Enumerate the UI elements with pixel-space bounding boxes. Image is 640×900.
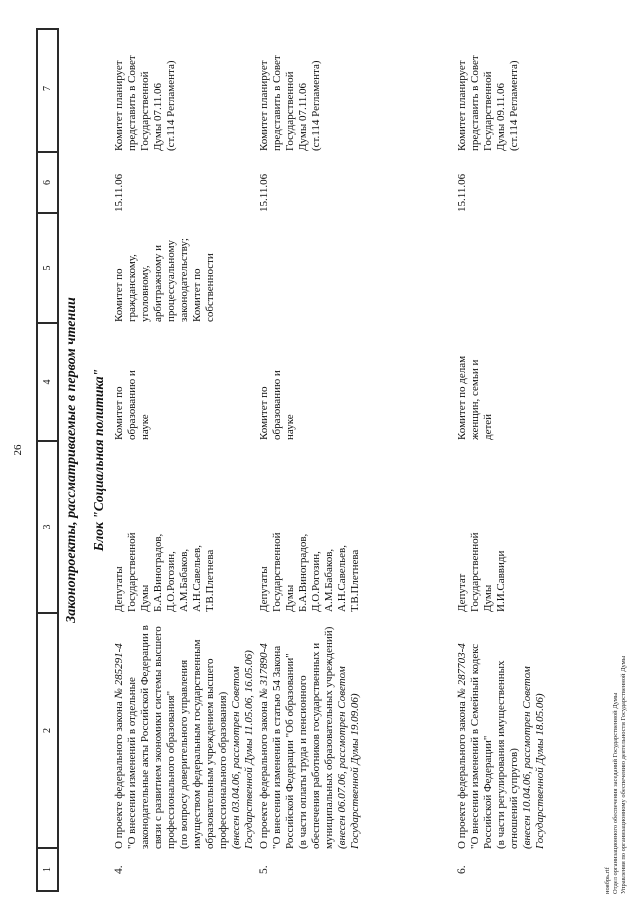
committee-plan-cell (113, 28, 258, 153)
responsible-committee-cell (456, 324, 640, 442)
column-number-cell: 2 (38, 612, 57, 847)
text-line: законодательству; (178, 238, 190, 322)
text-line: женщин, семьи и (469, 359, 481, 440)
column-number-cell: 1 (38, 847, 57, 890)
text-line: Б.А.Виноградов, (152, 533, 164, 612)
text-line: представить в Совет (271, 55, 283, 151)
co-committees-cell (258, 214, 456, 324)
text-line: Думы (284, 584, 296, 612)
text-line: Государственной (126, 532, 138, 612)
text-line: А.Н.Савельев, (336, 545, 348, 612)
co-committees-cell (456, 214, 640, 324)
text-line: Государственной (284, 71, 296, 151)
text-line: Государственной (482, 71, 494, 151)
text-line: Депутаты (113, 566, 125, 612)
text-line: науке (284, 414, 296, 440)
text-line: А.Н.Савельев, (191, 545, 203, 612)
text-line: Д.О.Рогозин, (310, 551, 322, 612)
text-line: Д.О.Рогозин, (165, 551, 177, 612)
column-number-cell: 6 (38, 151, 57, 212)
text-line: (ст.114 Регламента) (508, 60, 520, 151)
column-number-cell: 3 (38, 440, 57, 612)
bill-first-line (113, 620, 126, 849)
committee-plan-cell (456, 28, 640, 153)
date-cell: 15.11.06 (258, 173, 270, 212)
initiators-cell (113, 442, 258, 614)
page-number: 26 (12, 444, 24, 456)
text-line: профессионального образования" (165, 690, 177, 849)
text-line: Комитет по делам (456, 355, 468, 440)
text-line: собственности (204, 253, 216, 322)
text-line: Депутат (456, 573, 468, 612)
bill-title-lines (469, 620, 521, 849)
bill-intro: О проекте федерального закона (258, 698, 270, 849)
text-line: (ст.114 Регламента) (310, 60, 322, 151)
text-line: процессуальному (165, 239, 177, 322)
footer-filename: ноябрь.rtf (604, 867, 611, 894)
text-line: Государственной Думы 11.05.06, 16.05.06) (243, 650, 255, 849)
text-line: (по вопросу доверительного управления (178, 659, 190, 849)
text-line: Комитет планирует (113, 60, 125, 151)
column-number-cell: 4 (38, 322, 57, 440)
bill-first-line (456, 620, 469, 849)
document-footer (604, 656, 628, 894)
bill-number: № 317890-4 (258, 643, 270, 699)
date-cell: 15.11.06 (113, 173, 125, 212)
row-number: 4. (113, 865, 125, 874)
text-line: (внесен 06.07.06, рассмотрен Советом (336, 666, 348, 849)
committee-plan-cell (258, 28, 456, 153)
text-line: Комитет по (258, 386, 270, 440)
text-line: "О внесении изменений в статью 54 Закона (271, 645, 283, 849)
table-row (113, 28, 258, 892)
text-line: представить в Совет (469, 55, 481, 151)
text-line: Российской Федерации" (482, 735, 494, 849)
text-line: Государственной Думы 18.05.06) (534, 693, 546, 849)
row-number: 5. (258, 865, 270, 874)
text-line: А.М.Бабаков, (178, 548, 190, 612)
text-line: Думы (482, 584, 494, 612)
table-row (258, 28, 456, 892)
bill-title-lines (126, 620, 230, 849)
text-line: муниципальных образовательных учреждений) (323, 626, 335, 849)
text-line: детей (482, 413, 494, 440)
text-line: Думы (139, 584, 151, 612)
text-line: Комитет по (191, 268, 203, 322)
text-line: (в части оплаты труда и пенсионного (297, 675, 309, 849)
text-line: Думы 09.11.06 (495, 82, 507, 151)
footer-department-line: Управления по организационному обеспечению деятельности Государственной Думы (620, 655, 627, 894)
bills-table (36, 28, 640, 892)
bill-number: № 287703-4 (456, 643, 468, 699)
text-line: обеспечения работников государственных и (310, 642, 322, 849)
text-line: Комитет планирует (456, 60, 468, 151)
text-line: связи с развитием экономики системы высшего (152, 626, 164, 849)
text-line: "О внесении изменений в отдельные (126, 677, 138, 849)
bill-intro: О проекте федерального закона (113, 698, 125, 849)
text-line: законодательные акты Российской Федерации в (139, 625, 151, 849)
bill-note-lines (521, 620, 547, 849)
co-committees-cell (113, 214, 258, 324)
text-line: Т.В.Плетнева (204, 549, 216, 612)
text-line: Государственной Думы 19.09.06) (349, 693, 361, 849)
bill-cell (113, 614, 258, 849)
text-line: Государственной (271, 532, 283, 612)
bill-note-lines (336, 620, 362, 849)
initiators-cell (258, 442, 456, 614)
bill-note-lines (230, 620, 256, 849)
text-line: имуществом федеральным государственным (191, 639, 203, 849)
bill-intro: О проекте федерального закона (456, 698, 468, 849)
text-line: (внесен 10.04.06, рассмотрен Советом (521, 666, 533, 849)
text-line: образованию и (126, 370, 138, 440)
text-line: представить в Совет (126, 55, 138, 151)
responsible-committee-cell (258, 324, 456, 442)
text-line: (в части регулирования имущественных (495, 660, 507, 849)
footer-department-line: Отдел организационного обеспечения заседаний Государственной Думы (612, 692, 619, 894)
row-number: 6. (456, 865, 468, 874)
bill-title-lines (271, 620, 336, 849)
text-line: уголовному, (139, 265, 151, 322)
text-line: А.М.Бабаков, (323, 548, 335, 612)
text-line: И.И.Саввиди (495, 550, 507, 612)
text-line: Депутаты (258, 566, 270, 612)
text-line: Комитет планирует (258, 60, 270, 151)
text-line: Комитет по (113, 268, 125, 322)
column-number-cell: 5 (38, 212, 57, 322)
responsible-committee-cell (113, 324, 258, 442)
text-line: гражданскому, (126, 254, 138, 322)
section-title: Законопроекты, рассматриваемые в первом чтении (64, 297, 79, 623)
text-line: образованию и (271, 370, 283, 440)
text-line: (внесен 03.04.06, рассмотрен Советом (230, 666, 242, 849)
text-line: Государственной (469, 532, 481, 612)
section-subtitle: Блок "Социальная политика" (91, 368, 106, 552)
text-line: Российской Федерации "Об образовании" (284, 653, 296, 849)
text-line: Думы 07.11.06 (152, 82, 164, 151)
text-line: (ст.114 Регламента) (165, 60, 177, 151)
text-line: профессионального образования) (217, 691, 229, 849)
text-line: Государственной (139, 71, 151, 151)
column-numbers-row (36, 28, 59, 892)
text-line: арбитражному и (152, 244, 164, 322)
bill-number: № 285291-4 (113, 643, 125, 699)
initiators-cell (456, 442, 640, 614)
bill-cell (258, 614, 456, 849)
text-line: "О внесении изменений в Семейный кодекс (469, 643, 481, 849)
column-number-cell: 7 (42, 86, 53, 91)
text-line: Комитет по (113, 386, 125, 440)
text-line: Думы 07.11.06 (297, 82, 309, 151)
date-cell: 15.11.06 (456, 173, 468, 212)
text-line: науке (139, 414, 151, 440)
text-line: Б.А.Виноградов, (297, 533, 309, 612)
text-line: образовательным учреждением высшего (204, 658, 216, 849)
bill-first-line (258, 620, 271, 849)
text-line: Т.В.Плетнева (349, 549, 361, 612)
table-rows (113, 28, 640, 892)
text-line: отношений супругов) (508, 748, 520, 849)
